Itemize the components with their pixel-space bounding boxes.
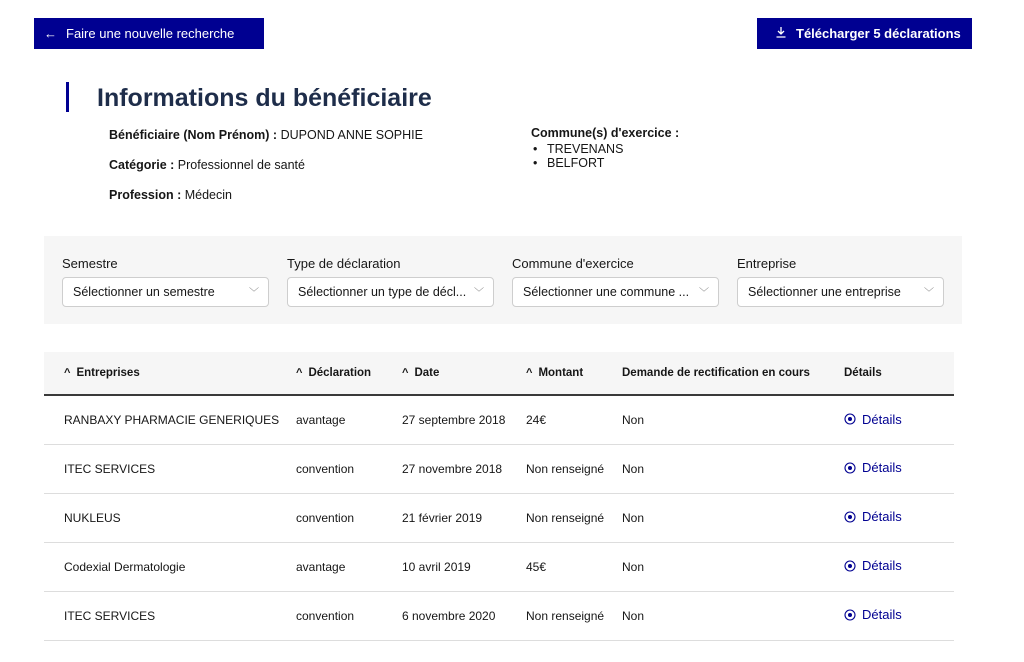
sort-icon: ^ xyxy=(526,367,533,379)
details-link[interactable] xyxy=(844,509,902,524)
commune-select[interactable] xyxy=(512,277,719,307)
communes-info xyxy=(531,126,679,170)
table-row xyxy=(44,444,954,493)
chevron-down-icon: ﹀ xyxy=(699,288,709,299)
column-header-details: Détails xyxy=(844,367,882,379)
cell-details xyxy=(844,591,954,640)
cell-montant: 45€ xyxy=(526,559,547,574)
new-search-button[interactable] xyxy=(34,18,264,49)
commune-item: • BELFORT xyxy=(531,156,679,170)
details-label: Détails xyxy=(862,558,902,574)
category-row xyxy=(109,156,509,186)
details-link[interactable] xyxy=(844,607,902,622)
cell-rectification: Non xyxy=(622,608,645,623)
cell-declaration: convention xyxy=(296,461,355,476)
details-link[interactable] xyxy=(844,412,902,427)
cell-entreprise: NUKLEUS xyxy=(64,510,121,525)
communes-label: Commune(s) d'exercice : xyxy=(531,126,680,140)
cell-montant: Non renseigné xyxy=(526,608,605,623)
page-title: Informations du bénéficiaire xyxy=(97,84,432,112)
type-select-value: Sélectionner un type de décl... xyxy=(298,285,467,299)
table-row xyxy=(44,493,954,542)
communes-list xyxy=(531,142,679,170)
filter-label-commune: Commune d'exercice xyxy=(512,256,634,271)
title-accent-bar xyxy=(66,82,69,112)
table-row xyxy=(44,542,954,591)
category-label: Catégorie : xyxy=(109,158,175,172)
profession-row xyxy=(109,186,509,216)
cell-details xyxy=(844,444,954,493)
column-header-label: Déclaration xyxy=(308,367,372,379)
column-header-label: Entreprises xyxy=(76,367,140,379)
entreprise-select-value: Sélectionner une entreprise xyxy=(748,285,901,299)
profession-label: Profession : xyxy=(109,188,182,202)
commune-item: • TREVENANS xyxy=(531,142,679,156)
details-label: Détails xyxy=(862,607,902,623)
cell-rectification: Non xyxy=(622,559,645,574)
new-search-label: Faire une nouvelle recherche xyxy=(66,26,235,41)
eye-icon xyxy=(844,413,856,425)
cell-entreprise: RANBAXY PHARMACIE GENERIQUES xyxy=(64,412,280,427)
arrow-left-icon: ← xyxy=(44,26,57,41)
details-link[interactable] xyxy=(844,460,902,475)
cell-rectification: Non xyxy=(622,510,645,525)
download-label: Télécharger 5 déclarations xyxy=(796,26,961,41)
column-header-label: Montant xyxy=(538,367,584,379)
cell-date: 21 février 2019 xyxy=(402,510,483,525)
declarations-table xyxy=(44,352,954,641)
profession-value: Médecin xyxy=(184,188,232,202)
column-header-date[interactable] xyxy=(402,352,526,395)
semestre-select-value: Sélectionner un semestre xyxy=(73,285,215,299)
column-header-rectification: Demande de rectification en cours xyxy=(622,367,810,379)
filters-panel xyxy=(44,236,962,324)
sort-icon: ^ xyxy=(402,367,409,379)
type-select[interactable] xyxy=(287,277,494,307)
cell-details xyxy=(844,542,954,591)
cell-rectification: Non xyxy=(622,412,645,427)
semestre-select[interactable] xyxy=(62,277,269,307)
eye-icon xyxy=(844,609,856,621)
cell-date: 10 avril 2019 xyxy=(402,559,471,574)
sort-icon: ^ xyxy=(296,367,303,379)
column-header-declaration[interactable] xyxy=(296,352,402,395)
eye-icon xyxy=(844,462,856,474)
details-label: Détails xyxy=(862,460,902,476)
filter-label-type: Type de déclaration xyxy=(287,256,401,271)
eye-icon xyxy=(844,560,856,572)
filter-label-semestre: Semestre xyxy=(62,256,118,271)
cell-date: 6 novembre 2020 xyxy=(402,608,496,623)
column-header-montant[interactable] xyxy=(526,352,622,395)
cell-declaration: avantage xyxy=(296,412,346,427)
details-label: Détails xyxy=(862,509,902,525)
beneficiary-name-value: DUPOND ANNE SOPHIE xyxy=(280,128,423,142)
entreprise-select[interactable] xyxy=(737,277,944,307)
eye-icon xyxy=(844,511,856,523)
cell-montant: Non renseigné xyxy=(526,510,605,525)
cell-montant: Non renseigné xyxy=(526,461,605,476)
column-header-label: Date xyxy=(414,367,440,379)
cell-montant: 24€ xyxy=(526,412,547,427)
details-link[interactable] xyxy=(844,558,902,573)
chevron-down-icon: ﹀ xyxy=(474,288,484,299)
table-row xyxy=(44,591,954,640)
table-header-row xyxy=(44,352,954,395)
category-value: Professionnel de santé xyxy=(177,158,305,172)
cell-date: 27 septembre 2018 xyxy=(402,412,506,427)
cell-declaration: convention xyxy=(296,608,355,623)
filter-type xyxy=(287,256,494,307)
filter-label-entreprise: Entreprise xyxy=(737,256,797,271)
beneficiary-name-row xyxy=(109,126,509,156)
cell-entreprise: Codexial Dermatologie xyxy=(64,559,186,574)
download-button[interactable] xyxy=(757,18,972,49)
cell-declaration: avantage xyxy=(296,559,346,574)
chevron-down-icon: ﹀ xyxy=(924,288,934,299)
download-icon xyxy=(775,26,787,41)
sort-icon: ^ xyxy=(64,367,71,379)
column-header-entreprises[interactable] xyxy=(44,352,296,395)
details-label: Détails xyxy=(862,411,902,427)
commune-select-value: Sélectionner une commune ... xyxy=(523,285,690,299)
cell-details xyxy=(844,493,954,542)
chevron-down-icon: ﹀ xyxy=(249,288,259,299)
beneficiary-name-label: Bénéficiaire (Nom Prénom) : xyxy=(109,128,278,142)
cell-entreprise: ITEC SERVICES xyxy=(64,461,156,476)
beneficiary-info xyxy=(109,126,509,216)
table-row xyxy=(44,395,954,444)
filter-entreprise xyxy=(737,256,944,307)
cell-declaration: convention xyxy=(296,510,355,525)
cell-date: 27 novembre 2018 xyxy=(402,461,503,476)
cell-rectification: Non xyxy=(622,461,645,476)
filter-commune xyxy=(512,256,719,307)
cell-entreprise: ITEC SERVICES xyxy=(64,608,156,623)
cell-details xyxy=(844,395,954,444)
filter-semestre xyxy=(62,256,269,307)
